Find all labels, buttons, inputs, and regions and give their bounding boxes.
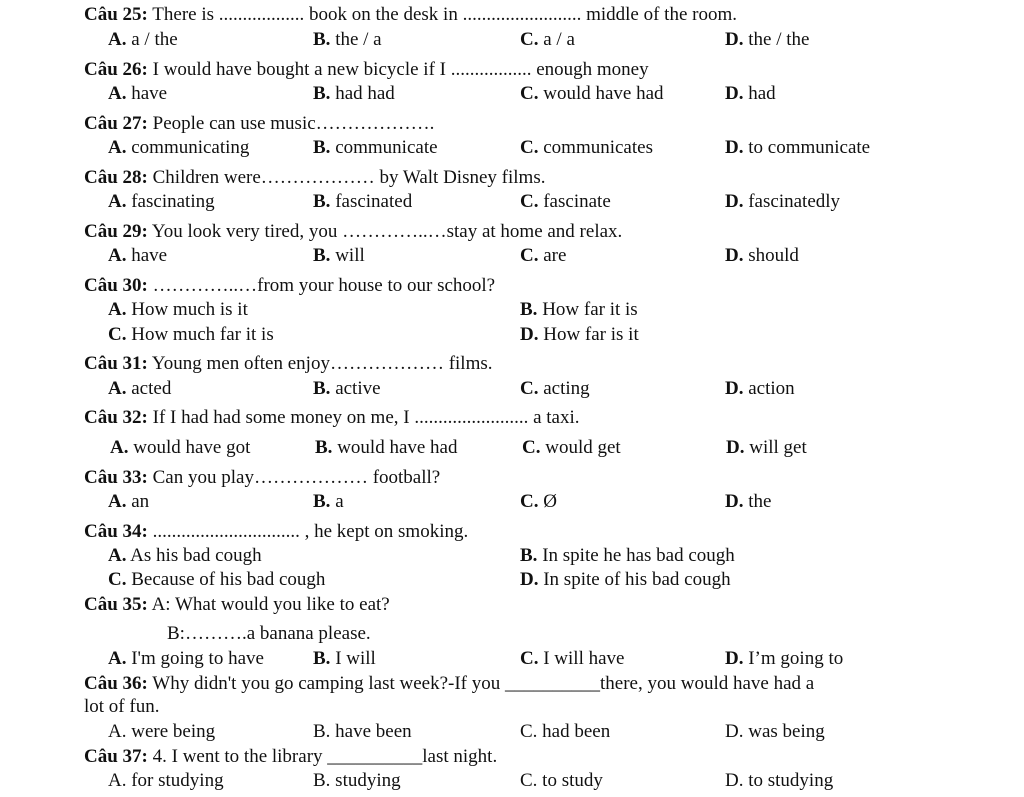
option-a: A. were being bbox=[108, 721, 216, 742]
question-36 bbox=[84, 673, 814, 695]
question-33 bbox=[84, 467, 440, 489]
question-30 bbox=[84, 275, 495, 297]
option-d: D. the bbox=[725, 491, 772, 512]
option-a: A. How much is it bbox=[108, 299, 248, 320]
option-d: D. had bbox=[725, 83, 776, 104]
question-label: Câu 33: bbox=[84, 467, 148, 488]
question-32 bbox=[84, 407, 580, 429]
option-c: C. acting bbox=[520, 378, 590, 399]
question-label: Câu 35: bbox=[84, 594, 148, 615]
option-c: C. a / a bbox=[520, 29, 575, 50]
option-a: A. an bbox=[108, 491, 150, 512]
option-b: B. In spite he has bad cough bbox=[520, 545, 735, 566]
option-c: C. Ø bbox=[520, 491, 557, 512]
option-c: C. communicates bbox=[520, 137, 653, 158]
question-label: Câu 34: bbox=[84, 521, 148, 542]
question-label: Câu 37: bbox=[84, 746, 148, 767]
option-c: C. would have had bbox=[520, 83, 664, 104]
option-d: D. the / the bbox=[725, 29, 810, 50]
question-stem: Can you play……………… football? bbox=[147, 467, 441, 488]
question-label: Câu 26: bbox=[84, 59, 148, 80]
question-31 bbox=[84, 353, 493, 375]
question-label: Câu 25: bbox=[84, 4, 148, 25]
option-a: A. acted bbox=[108, 378, 172, 399]
option-a: A. As his bad cough bbox=[108, 545, 262, 566]
option-a: A. have bbox=[108, 83, 168, 104]
option-b: B. the / a bbox=[313, 29, 382, 50]
option-b: B. a bbox=[313, 491, 344, 512]
option-c: C. I will have bbox=[520, 648, 625, 669]
option-d: D. How far is it bbox=[520, 324, 639, 345]
question-26 bbox=[84, 59, 649, 81]
question-stem: Young men often enjoy……………… films. bbox=[147, 353, 493, 374]
option-a: A. for studying bbox=[108, 770, 224, 791]
option-c: C. fascinate bbox=[520, 191, 611, 212]
option-c: C. How much far it is bbox=[108, 324, 274, 345]
option-b: B. communicate bbox=[313, 137, 438, 158]
option-d: D. should bbox=[725, 245, 799, 266]
option-d: D. action bbox=[725, 378, 795, 399]
question-stem: If I had had some money on me, I ........................ a taxi. bbox=[147, 407, 580, 428]
option-c: C. are bbox=[520, 245, 567, 266]
question-stem: There is .................. book on the desk in ......................... middle of the room. bbox=[147, 4, 737, 25]
question-label: Câu 28: bbox=[84, 167, 148, 188]
option-b: B. I will bbox=[313, 648, 376, 669]
option-d: D. to communicate bbox=[725, 137, 871, 158]
question-34 bbox=[84, 521, 468, 543]
question-stem-continued: lot of fun. bbox=[84, 696, 160, 717]
question-stem: I would have bought a new bicycle if I ................. enough money bbox=[147, 59, 649, 80]
question-27 bbox=[84, 113, 434, 135]
question-label: Câu 29: bbox=[84, 221, 148, 242]
option-b: B. How far it is bbox=[520, 299, 638, 320]
question-stem-continued: B:……….a banana please. bbox=[167, 623, 371, 644]
option-b: B. will bbox=[313, 245, 365, 266]
question-stem: A: What would you like to eat? bbox=[147, 594, 390, 615]
option-a: A. I'm going to have bbox=[108, 648, 264, 669]
option-c: C. Because of his bad cough bbox=[108, 569, 326, 590]
option-c: C. would get bbox=[522, 437, 621, 458]
question-stem: ............................... , he kept on smoking. bbox=[147, 521, 469, 542]
option-d: D. will get bbox=[726, 437, 807, 458]
option-b: B. had had bbox=[313, 83, 395, 104]
question-label: Câu 30: bbox=[84, 275, 148, 296]
option-d: D. fascinatedly bbox=[725, 191, 841, 212]
option-a: A. fascinating bbox=[108, 191, 215, 212]
option-a: A. would have got bbox=[110, 437, 251, 458]
question-label: Câu 32: bbox=[84, 407, 148, 428]
question-28 bbox=[84, 167, 545, 189]
option-b: B. would have had bbox=[315, 437, 458, 458]
option-b: B. fascinated bbox=[313, 191, 413, 212]
question-label: Câu 31: bbox=[84, 353, 148, 374]
option-c: C. to study bbox=[520, 770, 603, 791]
question-29 bbox=[84, 221, 622, 243]
option-d: D. to studying bbox=[725, 770, 834, 791]
option-a: A. communicating bbox=[108, 137, 250, 158]
question-label: Câu 27: bbox=[84, 113, 148, 134]
question-label: Câu 36: bbox=[84, 673, 148, 694]
question-stem: Why didn't you go camping last week?-If you __________there, you would have had a bbox=[147, 673, 815, 694]
option-a: A. have bbox=[108, 245, 168, 266]
option-b: B. have been bbox=[313, 721, 412, 742]
option-d: D. I’m going to bbox=[725, 648, 844, 669]
question-37 bbox=[84, 746, 497, 768]
option-b: B. studying bbox=[313, 770, 401, 791]
question-25 bbox=[84, 4, 737, 26]
question-stem: …………..…from your house to our school? bbox=[147, 275, 496, 296]
option-d: D. was being bbox=[725, 721, 825, 742]
option-b: B. active bbox=[313, 378, 381, 399]
question-35 bbox=[84, 594, 390, 616]
option-c: C. had been bbox=[520, 721, 611, 742]
option-a: A. a / the bbox=[108, 29, 178, 50]
question-stem: People can use music………………. bbox=[147, 113, 435, 134]
question-stem: Children were……………… by Walt Disney films. bbox=[147, 167, 546, 188]
option-d: D. In spite of his bad cough bbox=[520, 569, 731, 590]
question-stem: You look very tired, you …………..…stay at home and relax. bbox=[147, 221, 623, 242]
question-stem: 4. I went to the library __________last night. bbox=[147, 746, 498, 767]
